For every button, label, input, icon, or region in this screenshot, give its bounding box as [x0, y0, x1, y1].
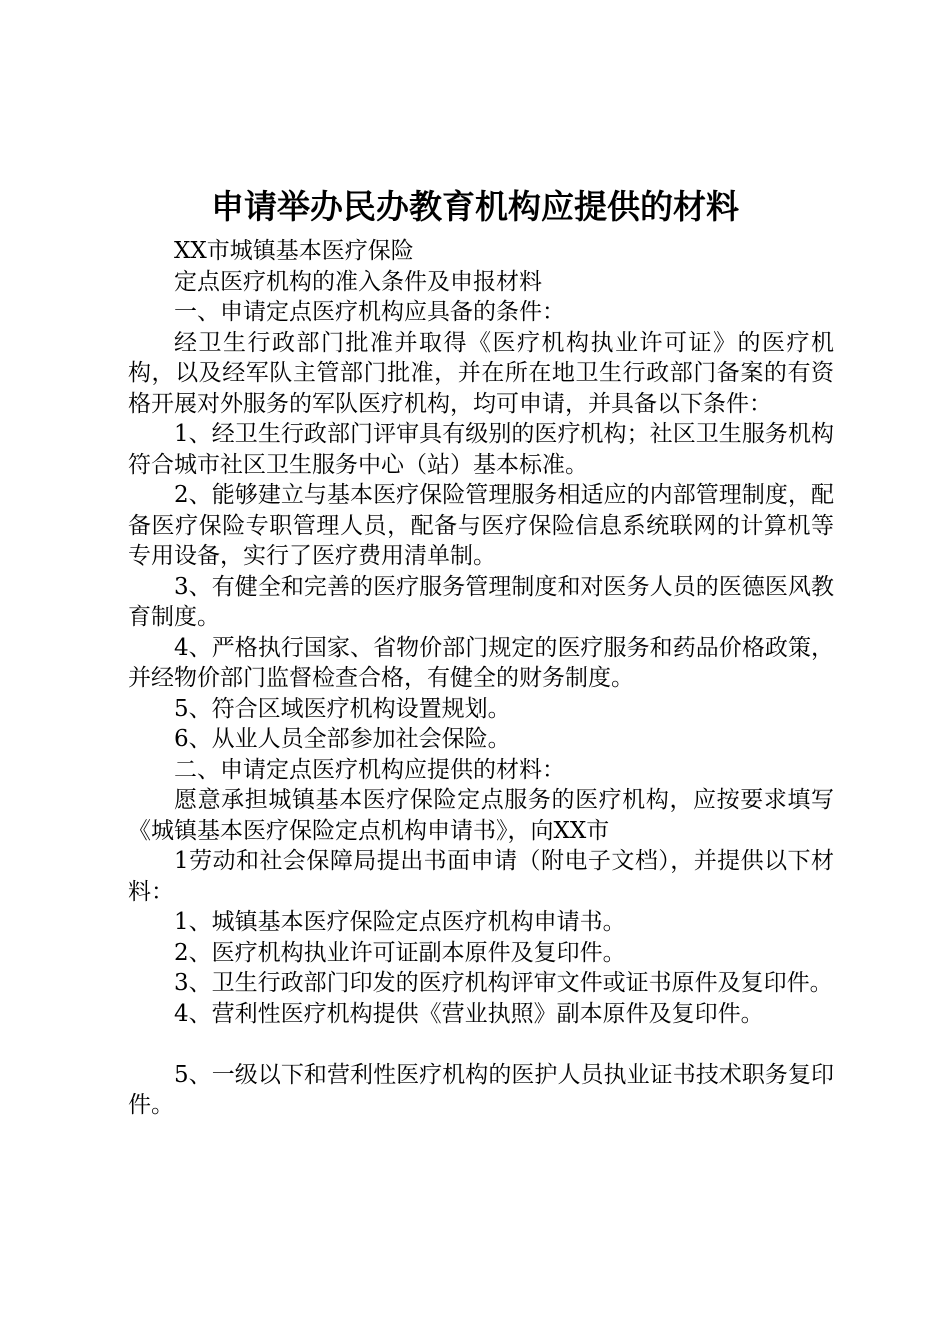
list-item: 3、卫生行政部门印发的医疗机构评审文件或证书原件及复印件。 — [174, 970, 833, 996]
paragraph: 愿意承担城镇基本医疗保险定点服务的医疗机构，应按要求填写《城镇基本医疗保险定点机构申请书》，向XX市 — [128, 787, 834, 844]
list-item: 6、从业人员全部参加社会保险。 — [174, 726, 511, 752]
list-item: 5、一级以下和营利性医疗机构的医护人员执业证书技术职务复印件。 — [128, 1061, 834, 1118]
list-item: 4、严格执行国家、省物价部门规定的医疗服务和药品价格政策，并经物价部门监督检查合格，有健全的财务制度。 — [128, 634, 834, 691]
list-item: 4、营利性医疗机构提供《营业执照》副本原件及复印件。 — [174, 1000, 764, 1027]
list-item: 1、城镇基本医疗保险定点医疗机构申请书。 — [174, 909, 626, 935]
list-item: 1、经卫生行政部门评审具有级别的医疗机构；社区卫生服务机构符合城市社区卫生服务中心（站）基本标准。 — [128, 421, 834, 478]
section-heading: 二、申请定点医疗机构应提供的材料： — [174, 756, 565, 783]
paragraph: 1劳动和社会保障局提出书面申请（附电子文档），并提供以下材料： — [128, 848, 834, 905]
paragraph: 经卫生行政部门批准并取得《医疗机构执业许可证》的医疗机构，以及经军队主管部门批准，并在所在地卫生行政部门备案的有资格开展对外服务的军队医疗机构，均可申请，并具备以下条件： — [128, 329, 834, 417]
paragraph: XX市城镇基本医疗保险 — [174, 238, 414, 264]
blank-line — [128, 1029, 834, 1060]
document-body — [128, 236, 834, 1121]
list-item: 5、符合区域医疗机构设置规划。 — [174, 695, 511, 722]
list-item: 2、医疗机构执业许可证副本原件及复印件。 — [174, 939, 626, 966]
list-item: 2、能够建立与基本医疗保险管理服务相适应的内部管理制度，配备医疗保险专职管理人员，配备与医疗保险信息系统联网的计算机等专用设备，实行了医疗费用清单制。 — [128, 482, 834, 569]
list-item: 3、有健全和完善的医疗服务管理制度和对医务人员的医德医风教育制度。 — [128, 573, 834, 630]
paragraph: 定点医疗机构的准入条件及申报材料 — [174, 268, 542, 295]
document-title: 申请举办民办教育机构应提供的材料 — [211, 187, 739, 226]
section-heading: 一、申请定点医疗机构应具备的条件： — [174, 299, 565, 325]
